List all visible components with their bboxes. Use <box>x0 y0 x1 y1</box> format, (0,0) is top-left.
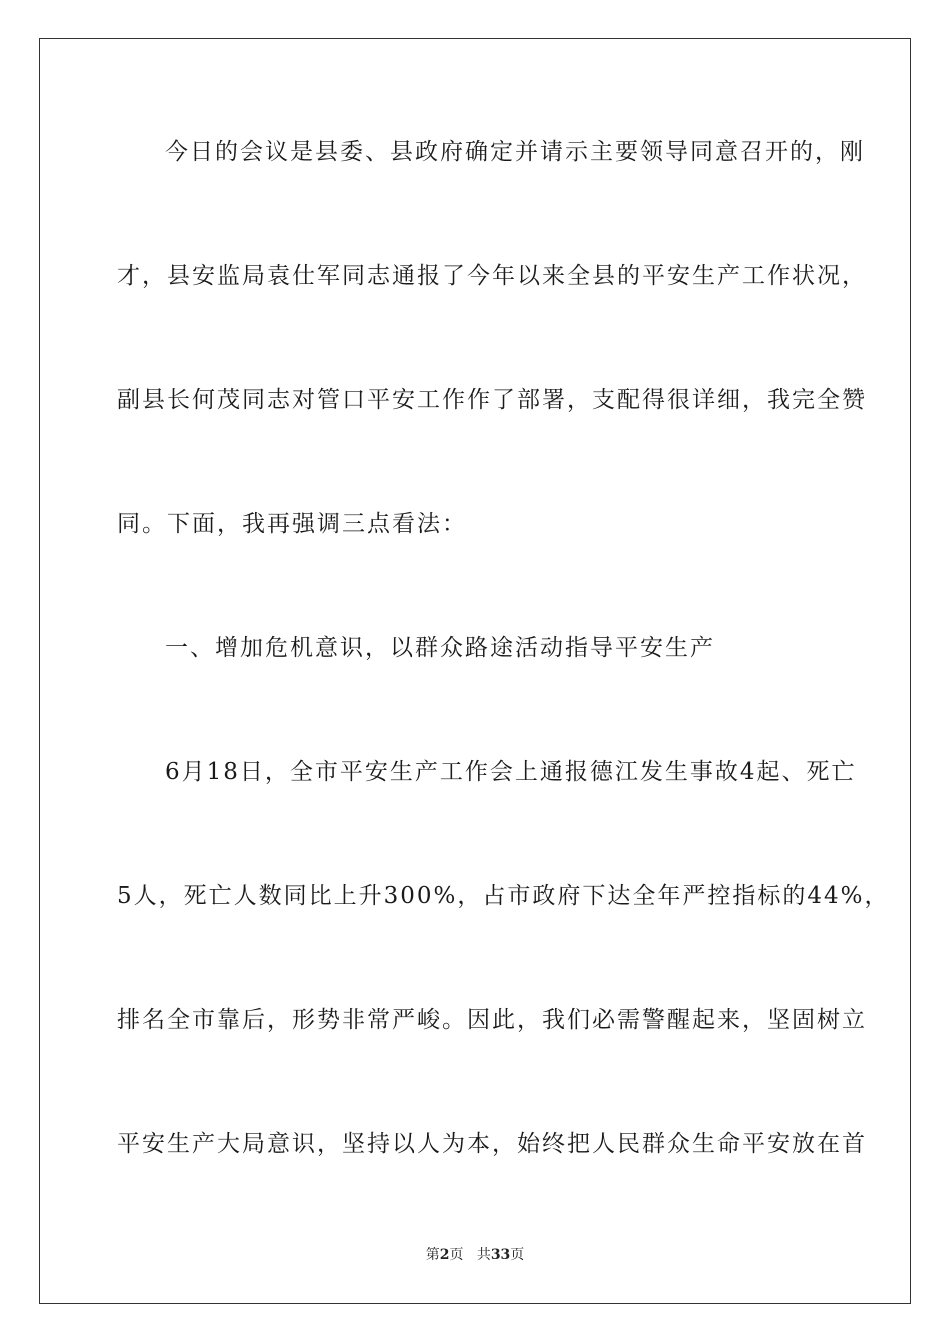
paragraph-line-4: 同。下面，我再强调三点看法： <box>117 511 467 537</box>
paragraph-line-6: 6月18日，全市平安生产工作会上通报德江发生事故4起、死亡 <box>165 759 857 785</box>
footer-total-unit: 页 <box>510 1247 525 1263</box>
paragraph-line-7: 5人，死亡人数同比上升300%，占市政府下达全年严控指标的44%， <box>117 883 890 909</box>
paragraph-line-1: 今日的会议是县委、县政府确定并请示主要领导同意召开的，刚 <box>165 139 865 165</box>
section-heading: 一、增加危机意识，以群众路途活动指导平安生产 <box>165 635 715 661</box>
footer-prefix: 第 <box>425 1247 440 1263</box>
footer-total-prefix: 共 <box>476 1247 491 1263</box>
footer-page-unit: 页 <box>449 1247 464 1263</box>
paragraph-line-3: 副县长何茂同志对管口平安工作作了部署，支配得很详细，我完全赞 <box>117 387 867 413</box>
page-border <box>39 38 911 1304</box>
paragraph-line-8: 排名全市靠后，形势非常严峻。因此，我们必需警醒起来，坚固树立 <box>117 1007 867 1033</box>
paragraph-line-2: 才，县安监局袁仕军同志通报了今年以来全县的平安生产工作状况， <box>117 263 867 289</box>
footer-total-pages: 33 <box>490 1247 511 1263</box>
paragraph-line-9: 平安生产大局意识，坚持以人为本，始终把人民群众生命平安放在首 <box>117 1131 867 1157</box>
page-footer <box>0 1246 950 1264</box>
footer-page-number: 2 <box>439 1247 450 1263</box>
